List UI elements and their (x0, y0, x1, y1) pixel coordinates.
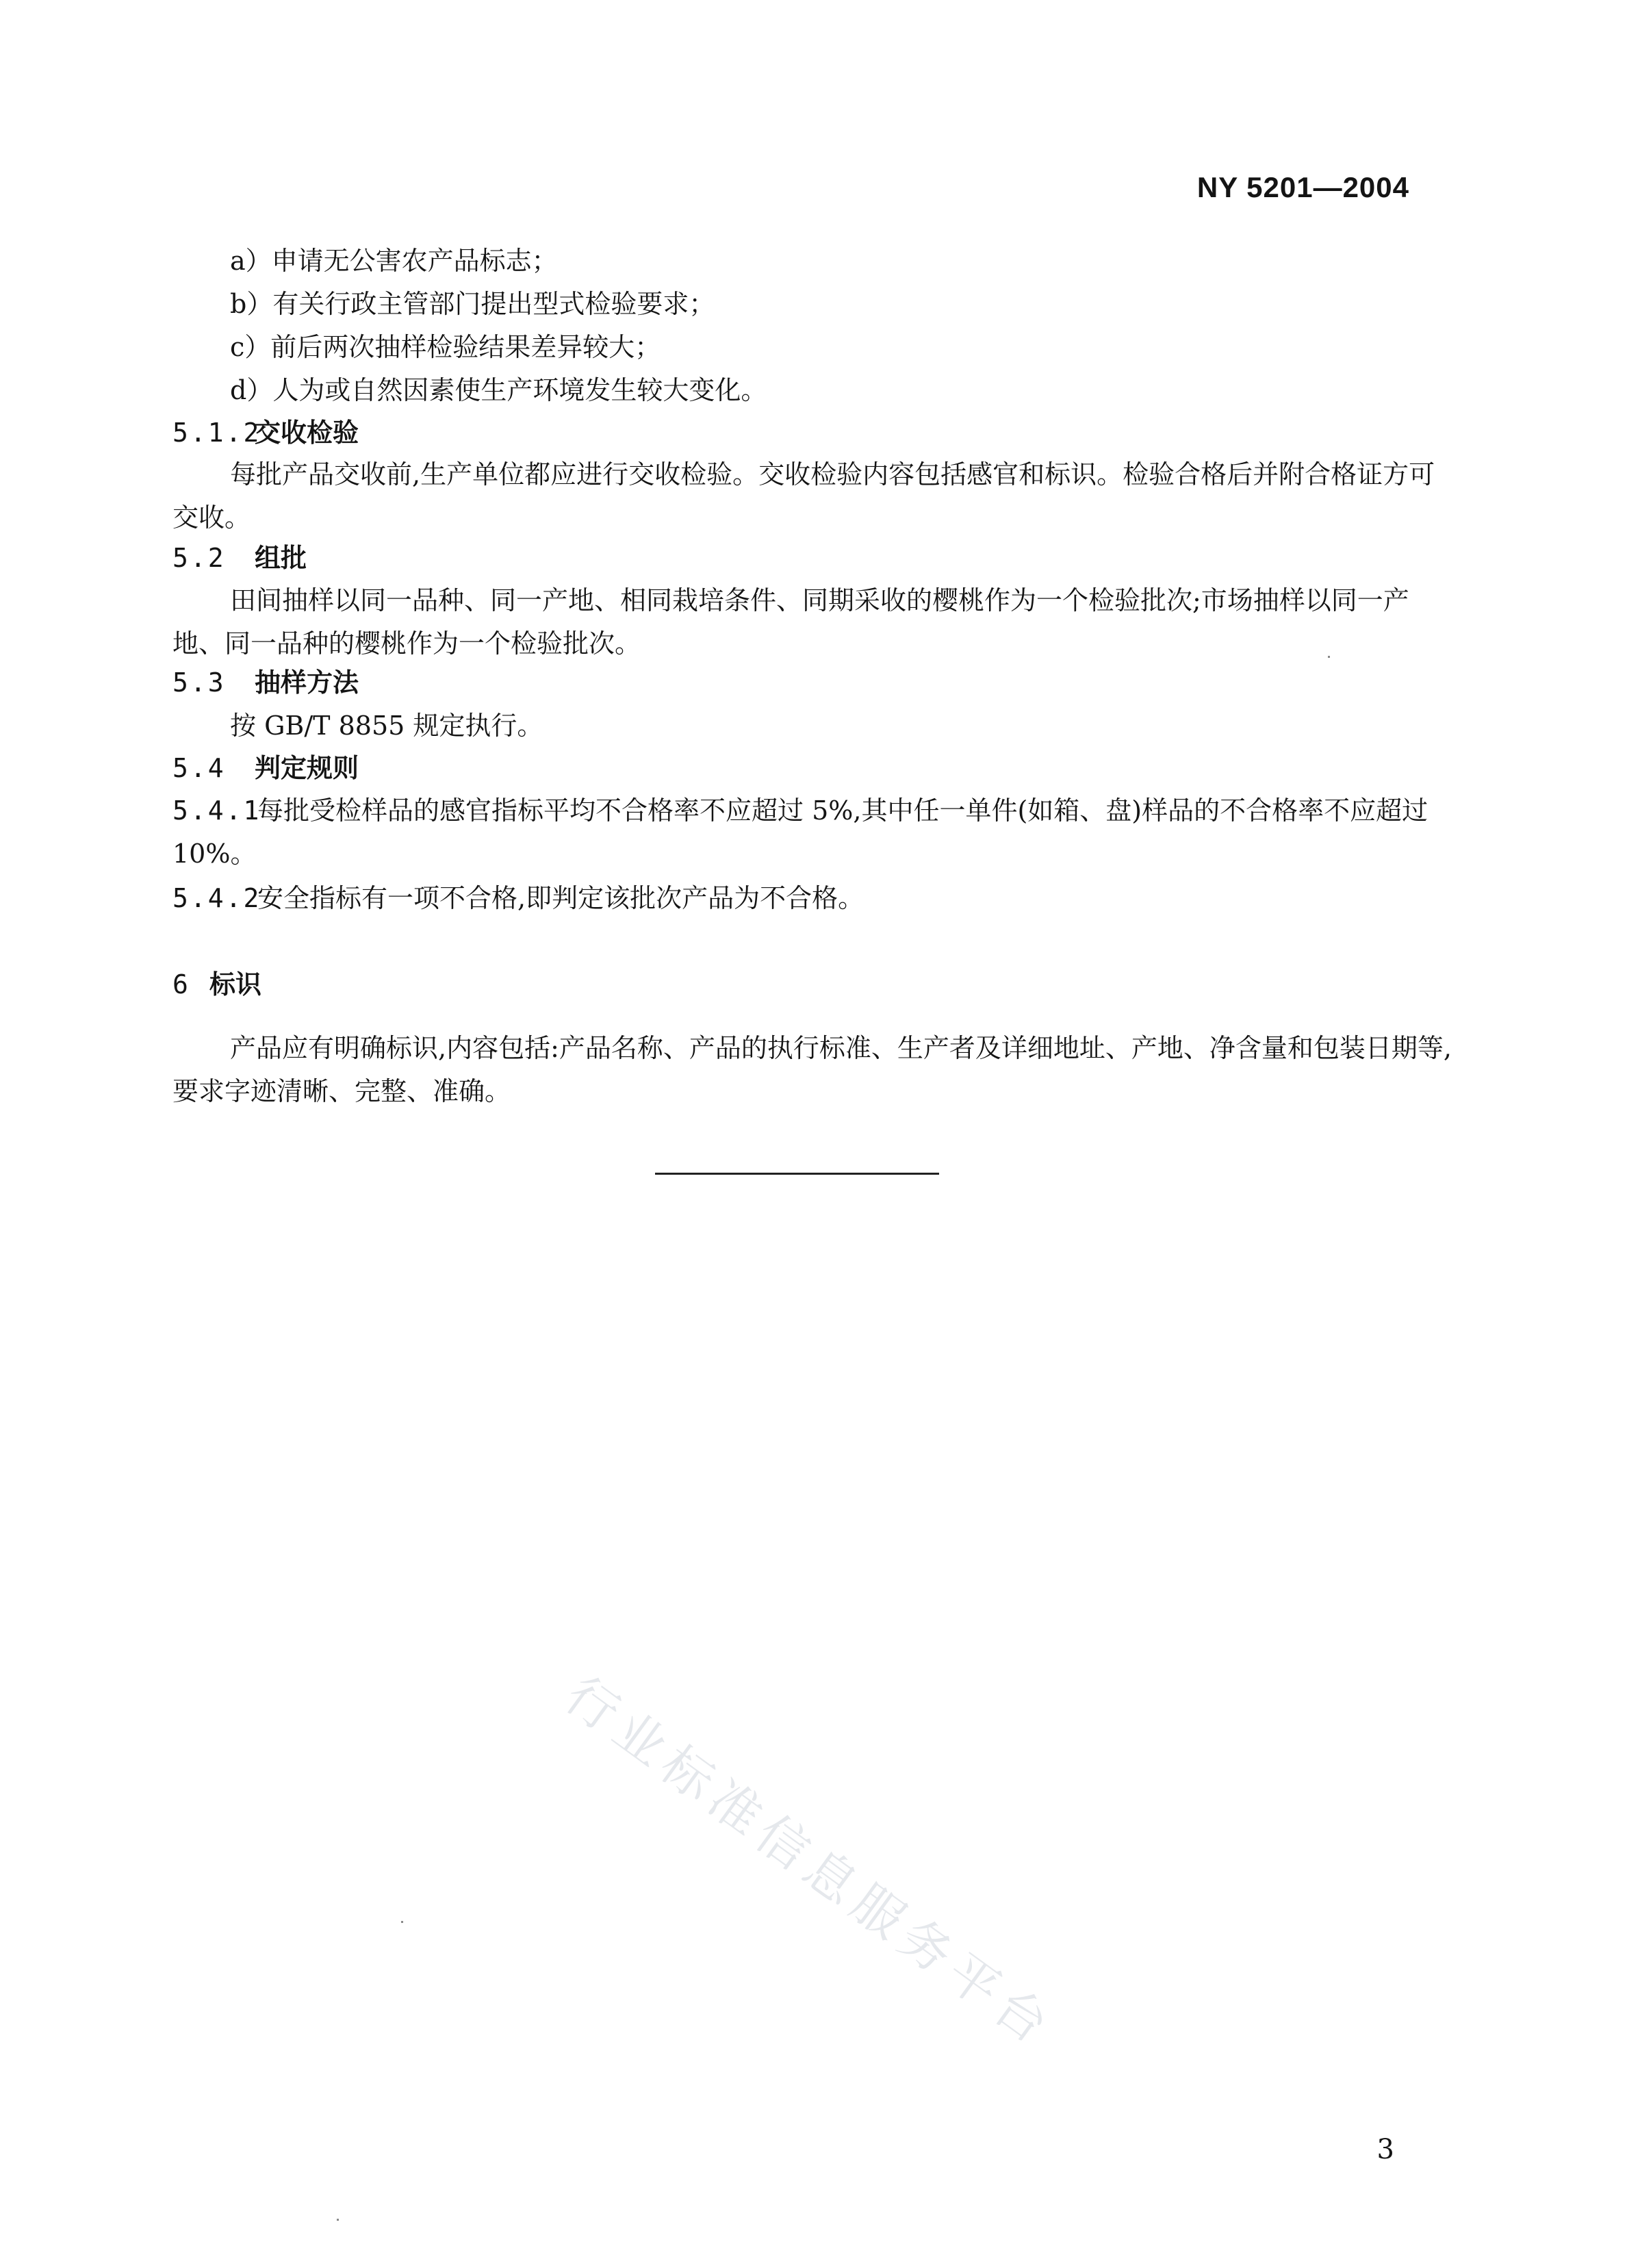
clause-number: 5.4.2 (172, 883, 261, 913)
list-item-c: c）前后两次抽样检验结果差异较大； (230, 332, 661, 362)
list-item-a: a）申请无公害农产品标志； (230, 246, 558, 276)
section-5-1-2-body: 每批产品交收前,生产单位都应进行交收检验。交收检验内容包括感官和标识。检验合格后并附合格证方可交收。 (172, 459, 1435, 533)
section-6-heading (172, 967, 261, 1002)
clause-text: 安全指标有一项不合格,即判定该批次产品为不合格。 (257, 883, 864, 913)
section-number: 6 (172, 969, 190, 999)
clause-5-4-1 (172, 789, 1459, 876)
section-number: 5.2 (172, 543, 226, 573)
clause-text: 每批受检样品的感官指标平均不合格率不应超过 5%,其中任一单件(如箱、盘)样品的不合格率不应超过 10%。 (172, 795, 1429, 869)
section-title: 组批 (255, 543, 307, 573)
list-item-b: b）有关行政主管部门提出型式检验要求； (230, 289, 715, 319)
scan-speck (401, 1921, 403, 1923)
document-code: NY 5201—2004 (1196, 171, 1409, 203)
section-5-1-2-heading (172, 416, 359, 450)
section-number: 5.1.2 (172, 418, 261, 448)
section-title: 判定规则 (255, 753, 359, 783)
scan-speck (1328, 656, 1330, 658)
section-5-4-heading (172, 751, 359, 785)
section-6-body: 产品应有明确标识,内容包括:产品名称、产品的执行标准、生产者及详细地址、产地、净含量和包装日期等,要求字迹清晰、完整、准确。 (172, 1033, 1452, 1106)
section-number: 5.4 (172, 753, 226, 783)
section-title: 标识 (209, 969, 262, 999)
section-5-3-heading (172, 665, 359, 700)
section-5-3-body: 按 GB/T 8855 规定执行。 (230, 711, 543, 741)
scan-speck (337, 2219, 339, 2221)
end-rule (655, 1173, 939, 1175)
section-number: 5.3 (172, 667, 226, 698)
section-title: 交收检验 (255, 418, 359, 448)
section-title: 抽样方法 (255, 667, 359, 698)
clause-number: 5.4.1 (172, 795, 261, 826)
page-number: 3 (1376, 2134, 1394, 2165)
section-5-2-heading (172, 541, 307, 575)
list-item-d: d）人为或自然因素使生产环境发生较大变化。 (230, 375, 767, 405)
section-5-2-body: 田间抽样以同一品种、同一产地、相同栽培条件、同期采收的樱桃作为一个检验批次;市场抽样以同一产地、同一品种的樱桃作为一个检验批次。 (172, 585, 1409, 659)
clause-5-4-2 (172, 881, 864, 915)
watermark-text: 行业标准信息服务平台 (554, 1665, 1066, 2060)
